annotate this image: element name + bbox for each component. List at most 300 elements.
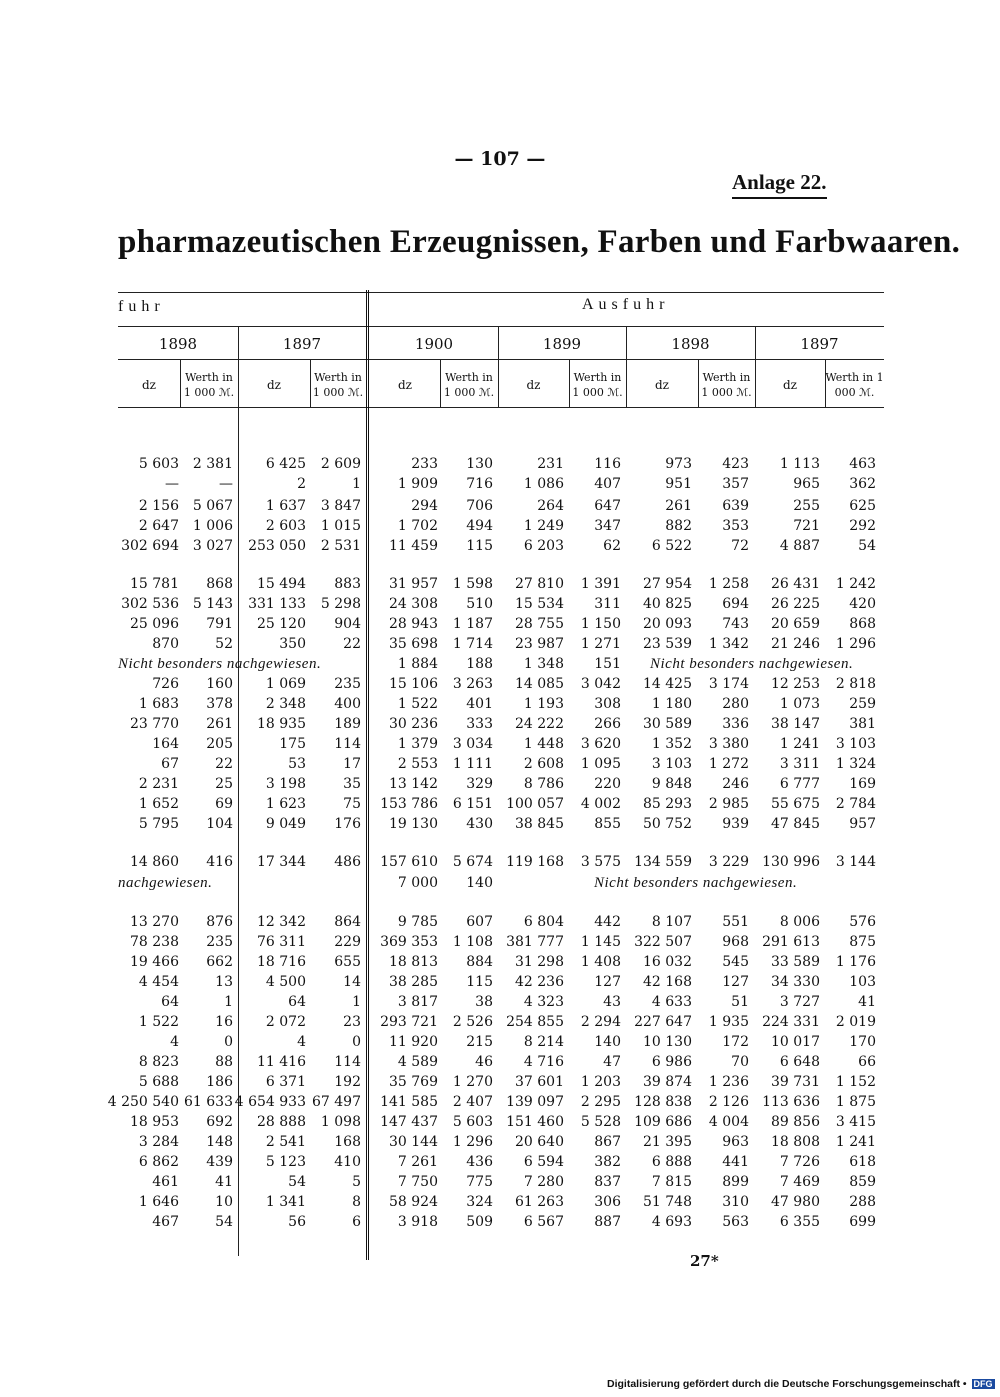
table-cell: 292 xyxy=(849,518,876,534)
table-cell: 253 050 xyxy=(248,538,306,554)
table-cell: 2 647 xyxy=(138,518,179,534)
table-cell: 23 xyxy=(343,1014,361,1030)
table-row xyxy=(0,1072,1000,1092)
table-cell: 2 553 xyxy=(397,756,438,772)
table-cell: 51 748 xyxy=(643,1194,692,1210)
table-cell: 463 xyxy=(849,456,876,472)
table-cell: 1 909 xyxy=(397,476,438,492)
table-row xyxy=(0,1032,1000,1052)
table-cell: 8 823 xyxy=(138,1054,179,1070)
table-cell: 176 xyxy=(334,816,361,832)
table-cell: 618 xyxy=(849,1154,876,1170)
table-cell: 4 693 xyxy=(651,1214,692,1230)
table-cell: 119 168 xyxy=(506,854,564,870)
table-cell: 52 xyxy=(215,636,233,652)
table-cell: 6 151 xyxy=(452,796,493,812)
table-cell: 436 xyxy=(466,1154,493,1170)
table-cell: 726 xyxy=(152,676,179,692)
table-cell: 26 431 xyxy=(771,576,820,592)
table-cell: 1 341 xyxy=(265,1194,306,1210)
table-cell: 1 145 xyxy=(580,934,621,950)
table-cell: 41 xyxy=(858,994,876,1010)
table-cell: 3 042 xyxy=(580,676,621,692)
table-cell: 2 xyxy=(297,476,306,492)
table-cell: 1 015 xyxy=(320,518,361,534)
table-cell: 38 xyxy=(475,994,493,1010)
table-cell: 855 xyxy=(594,816,621,832)
table-cell: 28 888 xyxy=(257,1114,306,1130)
table-cell: 104 xyxy=(206,816,233,832)
table-cell: 25 120 xyxy=(257,616,306,632)
table-cell: 875 xyxy=(849,934,876,950)
table-row xyxy=(0,634,1000,654)
table-cell: 647 xyxy=(594,498,621,514)
table-cell: 6 648 xyxy=(779,1054,820,1070)
table-cell: 2 818 xyxy=(835,676,876,692)
table-cell: 721 xyxy=(793,518,820,534)
table-cell: 5 xyxy=(352,1174,361,1190)
unit-dz: dz xyxy=(266,378,281,392)
table-row xyxy=(0,814,1000,834)
table-cell: 139 097 xyxy=(506,1094,564,1110)
table-cell: 31 298 xyxy=(515,954,564,970)
table-cell: 965 xyxy=(793,476,820,492)
table-cell: 157 610 xyxy=(380,854,438,870)
table-cell: 353 xyxy=(722,518,749,534)
table-cell: 11 459 xyxy=(389,538,438,554)
table-cell: 53 xyxy=(288,756,306,772)
table-cell: 15 106 xyxy=(389,676,438,692)
table-cell: 2 609 xyxy=(320,456,361,472)
table-cell: 7 750 xyxy=(397,1174,438,1190)
table-cell: 329 xyxy=(466,776,493,792)
table-cell: 235 xyxy=(206,934,233,950)
table-cell: 576 xyxy=(849,914,876,930)
table-cell: 1 xyxy=(352,994,361,1010)
table-cell: 322 507 xyxy=(634,934,692,950)
year-header: 1897 xyxy=(800,335,839,353)
table-cell: 9 785 xyxy=(397,914,438,930)
table-cell: 951 xyxy=(665,476,692,492)
table-cell: 510 xyxy=(466,596,493,612)
table-cell: 22 xyxy=(215,756,233,772)
table-cell: 420 xyxy=(849,596,876,612)
table-cell: 25 096 xyxy=(130,616,179,632)
table-cell: 699 xyxy=(849,1214,876,1230)
table-cell: 16 032 xyxy=(643,954,692,970)
table-cell: 884 xyxy=(466,954,493,970)
unit-header-rule xyxy=(118,407,884,408)
table-cell: 3 174 xyxy=(708,676,749,692)
table-cell: 103 xyxy=(849,974,876,990)
table-cell: 38 147 xyxy=(771,716,820,732)
table-cell: 115 xyxy=(466,538,493,554)
table-cell: 2 381 xyxy=(192,456,233,472)
table-cell: 607 xyxy=(466,914,493,930)
table-cell: 151 xyxy=(594,656,621,672)
table-cell: 791 xyxy=(206,616,233,632)
table-cell: 3 103 xyxy=(651,756,692,772)
table-cell: 2 126 xyxy=(708,1094,749,1110)
note-not-reported: Nicht besonders nachgewiesen. xyxy=(650,656,854,672)
appendix-label: Anlage 22. xyxy=(732,170,827,199)
table-cell: 2 531 xyxy=(320,538,361,554)
table-cell: 899 xyxy=(722,1174,749,1190)
table-cell: 333 xyxy=(466,716,493,732)
table-cell: 15 781 xyxy=(130,576,179,592)
table-cell: 1 108 xyxy=(452,934,493,950)
table-cell: 423 xyxy=(722,456,749,472)
table-cell: 2 294 xyxy=(580,1014,621,1030)
table-cell: 127 xyxy=(722,974,749,990)
table-cell: 6 203 xyxy=(523,538,564,554)
table-cell: 70 xyxy=(731,1054,749,1070)
table-cell: 160 xyxy=(206,676,233,692)
table-cell: 62 xyxy=(603,538,621,554)
table-cell: 27 810 xyxy=(515,576,564,592)
table-cell: 545 xyxy=(722,954,749,970)
table-cell: 85 293 xyxy=(643,796,692,812)
table-cell: 381 777 xyxy=(506,934,564,950)
table-row xyxy=(0,496,1000,516)
table-cell: 1 180 xyxy=(651,696,692,712)
table-row xyxy=(0,952,1000,972)
table-cell: 1 193 xyxy=(523,696,564,712)
table-cell: 28 943 xyxy=(389,616,438,632)
table-cell: 1 522 xyxy=(138,1014,179,1030)
table-cell: 89 856 xyxy=(771,1114,820,1130)
table-cell: 6 371 xyxy=(265,1074,306,1090)
signature-mark: 27* xyxy=(690,1252,719,1270)
table-row xyxy=(0,536,1000,556)
table-cell: 231 xyxy=(537,456,564,472)
table-cell: 1 875 xyxy=(835,1094,876,1110)
table-cell: 55 675 xyxy=(771,796,820,812)
table-cell: 302 536 xyxy=(121,596,179,612)
table-cell: 381 xyxy=(849,716,876,732)
table-cell: 69 xyxy=(215,796,233,812)
table-cell: 18 953 xyxy=(130,1114,179,1130)
group-header-rule xyxy=(118,326,884,327)
table-cell: 261 xyxy=(665,498,692,514)
table-cell: 5 298 xyxy=(320,596,361,612)
table-cell: 23 987 xyxy=(515,636,564,652)
table-row xyxy=(0,454,1000,474)
table-cell: 3 575 xyxy=(580,854,621,870)
table-cell: 9 049 xyxy=(265,816,306,832)
table-cell: 310 xyxy=(722,1194,749,1210)
table-cell: 743 xyxy=(722,616,749,632)
table-cell: 134 559 xyxy=(634,854,692,870)
table-row xyxy=(0,1192,1000,1212)
table-cell: 350 xyxy=(279,636,306,652)
table-cell: 4 589 xyxy=(397,1054,438,1070)
table-cell: 1 241 xyxy=(779,736,820,752)
table-cell: 3 229 xyxy=(708,854,749,870)
table-cell: 21 395 xyxy=(643,1134,692,1150)
unit-value: Werth in 1 000 ℳ. xyxy=(825,371,884,399)
table-cell: 1 652 xyxy=(138,796,179,812)
table-row xyxy=(0,694,1000,714)
table-cell: 563 xyxy=(722,1214,749,1230)
table-cell: 3 918 xyxy=(397,1214,438,1230)
table-cell: 294 xyxy=(411,498,438,514)
table-cell: 224 331 xyxy=(762,1014,820,1030)
table-cell: 439 xyxy=(206,1154,233,1170)
table-cell: 430 xyxy=(466,816,493,832)
year-header-rule xyxy=(118,359,884,360)
table-cell: 837 xyxy=(594,1174,621,1190)
table-cell: 8 xyxy=(352,1194,361,1210)
table-cell: 882 xyxy=(665,518,692,534)
table-cell: 1 258 xyxy=(708,576,749,592)
table-cell: 400 xyxy=(334,696,361,712)
table-cell: 64 xyxy=(161,994,179,1010)
table-cell: 30 236 xyxy=(389,716,438,732)
table-cell: 13 xyxy=(215,974,233,990)
table-cell: 6 594 xyxy=(523,1154,564,1170)
table-cell: 3 103 xyxy=(835,736,876,752)
table-cell: 130 996 xyxy=(762,854,820,870)
table-cell: 67 497 xyxy=(312,1094,361,1110)
footer-text: Digitalisierung gefördert durch die Deutsche Forschungsgemeinschaft • xyxy=(607,1378,967,1390)
table-cell: 3 144 xyxy=(835,854,876,870)
table-cell: 306 xyxy=(594,1194,621,1210)
table-cell: 5 143 xyxy=(192,596,233,612)
table-cell: 2 608 xyxy=(523,756,564,772)
table-cell: 14 860 xyxy=(130,854,179,870)
table-cell: 188 xyxy=(466,656,493,672)
table-cell: 189 xyxy=(334,716,361,732)
table-cell: 1 646 xyxy=(138,1194,179,1210)
unit-dz: dz xyxy=(397,378,412,392)
table-cell: 61 633 xyxy=(184,1094,233,1110)
table-cell: 1 637 xyxy=(265,498,306,514)
table-cell: 410 xyxy=(334,1154,361,1170)
table-row xyxy=(0,714,1000,734)
table-cell: 18 716 xyxy=(257,954,306,970)
table-row xyxy=(0,774,1000,794)
page-title: pharmazeutischen Erzeugnissen, Farben und Farbwaaren. xyxy=(118,224,961,260)
table-cell: 6 777 xyxy=(779,776,820,792)
table-cell: 1 352 xyxy=(651,736,692,752)
table-cell: 4 500 xyxy=(265,974,306,990)
table-cell: 10 130 xyxy=(643,1034,692,1050)
table-cell: 509 xyxy=(466,1214,493,1230)
table-cell: 186 xyxy=(206,1074,233,1090)
table-cell: 266 xyxy=(594,716,621,732)
table-cell: 168 xyxy=(334,1134,361,1150)
table-cell: 35 xyxy=(343,776,361,792)
table-cell: 1 271 xyxy=(580,636,621,652)
table-cell: 11 416 xyxy=(257,1054,306,1070)
table-cell: 5 067 xyxy=(192,498,233,514)
table-cell: 164 xyxy=(152,736,179,752)
table-cell: 1 095 xyxy=(580,756,621,772)
table-cell: 100 057 xyxy=(506,796,564,812)
table-cell: 34 330 xyxy=(771,974,820,990)
table-cell: 324 xyxy=(466,1194,493,1210)
table-cell: 2 985 xyxy=(708,796,749,812)
table-row xyxy=(0,1012,1000,1032)
table-cell: 255 xyxy=(793,498,820,514)
table-cell: 31 957 xyxy=(389,576,438,592)
table-cell: 2 231 xyxy=(138,776,179,792)
table-cell: 280 xyxy=(722,696,749,712)
table-cell: 639 xyxy=(722,498,749,514)
table-cell: 5 674 xyxy=(452,854,493,870)
table-cell: 1 884 xyxy=(397,656,438,672)
table-cell: 4 633 xyxy=(651,994,692,1010)
ausfuhr-label: Ausfuhr xyxy=(582,296,670,313)
table-cell: 3 027 xyxy=(192,538,233,554)
table-cell: 38 845 xyxy=(515,816,564,832)
table-row xyxy=(0,932,1000,952)
table-cell: 42 236 xyxy=(515,974,564,990)
table-cell: 1 086 xyxy=(523,476,564,492)
table-cell: 1 069 xyxy=(265,676,306,692)
table-cell: 876 xyxy=(206,914,233,930)
digitization-footer xyxy=(607,1378,995,1390)
table-cell: 1 324 xyxy=(835,756,876,772)
table-cell: 6 804 xyxy=(523,914,564,930)
table-cell: 42 168 xyxy=(643,974,692,990)
table-cell: 1 150 xyxy=(580,616,621,632)
table-cell: 441 xyxy=(722,1154,749,1170)
table-cell: 10 xyxy=(215,1194,233,1210)
table-cell: 416 xyxy=(206,854,233,870)
table-cell: 7 000 xyxy=(397,875,438,891)
table-cell: 50 752 xyxy=(643,816,692,832)
table-cell: 140 xyxy=(466,875,493,891)
table-cell: 1 098 xyxy=(320,1114,361,1130)
table-cell: 5 528 xyxy=(580,1114,621,1130)
unit-value: Werth in 1 000 ℳ. xyxy=(183,371,235,399)
table-cell: 15 494 xyxy=(257,576,306,592)
table-cell: 39 874 xyxy=(643,1074,692,1090)
table-cell: 175 xyxy=(279,736,306,752)
table-cell: 401 xyxy=(466,696,493,712)
note-not-reported: Nicht besonders nachgewiesen. xyxy=(594,875,798,891)
table-cell: 2 603 xyxy=(265,518,306,534)
table-cell: 76 311 xyxy=(257,934,306,950)
table-cell: 37 601 xyxy=(515,1074,564,1090)
table-cell: 3 727 xyxy=(779,994,820,1010)
table-cell: 7 280 xyxy=(523,1174,564,1190)
table-cell: 1 272 xyxy=(708,756,749,772)
table-cell: 3 034 xyxy=(452,736,493,752)
table-cell: 229 xyxy=(334,934,361,950)
table-cell: 2 784 xyxy=(835,796,876,812)
table-cell: 128 838 xyxy=(634,1094,692,1110)
table-cell: 1 113 xyxy=(779,456,820,472)
table-cell: 1 073 xyxy=(779,696,820,712)
table-cell: 113 636 xyxy=(762,1094,820,1110)
table-cell: 0 xyxy=(352,1034,361,1050)
table-cell: 407 xyxy=(594,476,621,492)
table-cell: 22 xyxy=(343,636,361,652)
table-cell: 14 xyxy=(343,974,361,990)
table-cell: 215 xyxy=(466,1034,493,1050)
table-row xyxy=(0,852,1000,872)
table-cell: 3 415 xyxy=(835,1114,876,1130)
year-header: 1897 xyxy=(282,335,322,353)
table-row xyxy=(0,912,1000,932)
unit-value: Werth in 1 000 ℳ. xyxy=(443,371,495,399)
table-cell: 1 241 xyxy=(835,1134,876,1150)
table-cell: 1 598 xyxy=(452,576,493,592)
einfuhr-label: fuhr xyxy=(118,298,165,315)
table-cell: 27 954 xyxy=(643,576,692,592)
table-row xyxy=(0,1112,1000,1132)
table-cell: 43 xyxy=(603,994,621,1010)
table-cell: 0 xyxy=(224,1034,233,1050)
unit-dz: dz xyxy=(526,378,541,392)
table-row xyxy=(0,1052,1000,1072)
table-cell: 88 xyxy=(215,1054,233,1070)
table-cell: 336 xyxy=(722,716,749,732)
table-cell: 30 144 xyxy=(389,1134,438,1150)
table-cell: 859 xyxy=(849,1174,876,1190)
table-cell: 486 xyxy=(334,854,361,870)
table-cell: 5 688 xyxy=(138,1074,179,1090)
table-cell: 3 198 xyxy=(265,776,306,792)
table-cell: 220 xyxy=(594,776,621,792)
table-cell: 64 xyxy=(288,994,306,1010)
table-row xyxy=(0,1152,1000,1172)
table-cell: 75 xyxy=(343,796,361,812)
table-cell: 39 731 xyxy=(771,1074,820,1090)
table-cell: 21 246 xyxy=(771,636,820,652)
table-cell: 11 920 xyxy=(389,1034,438,1050)
table-cell: 382 xyxy=(594,1154,621,1170)
table-cell: 20 093 xyxy=(643,616,692,632)
table-cell: 3 263 xyxy=(452,676,493,692)
table-cell: 968 xyxy=(722,934,749,950)
table-cell: 9 848 xyxy=(651,776,692,792)
unit-value: Werth in 1 000 ℳ. xyxy=(312,371,364,399)
table-cell: 957 xyxy=(849,816,876,832)
table-cell: 254 855 xyxy=(506,1014,564,1030)
table-cell: 24 308 xyxy=(389,596,438,612)
table-cell: 109 686 xyxy=(634,1114,692,1130)
table-row xyxy=(0,1212,1000,1232)
table-row xyxy=(0,992,1000,1012)
table-row xyxy=(0,614,1000,634)
table-cell: 18 808 xyxy=(771,1134,820,1150)
table-cell: 288 xyxy=(849,1194,876,1210)
table-cell: 1 203 xyxy=(580,1074,621,1090)
table-cell: 868 xyxy=(849,616,876,632)
table-cell: 20 659 xyxy=(771,616,820,632)
table-cell: 58 924 xyxy=(389,1194,438,1210)
table-cell: 904 xyxy=(334,616,361,632)
table-cell: 6 986 xyxy=(651,1054,692,1070)
table-cell: 192 xyxy=(334,1074,361,1090)
table-cell: 18 813 xyxy=(389,954,438,970)
table-cell: 130 xyxy=(466,456,493,472)
table-cell: 291 613 xyxy=(762,934,820,950)
table-cell: 1 408 xyxy=(580,954,621,970)
table-cell: 775 xyxy=(466,1174,493,1190)
table-cell: 1 152 xyxy=(835,1074,876,1090)
table-cell: 3 847 xyxy=(320,498,361,514)
table-cell: 311 xyxy=(594,596,621,612)
table-cell: 115 xyxy=(466,974,493,990)
table-cell: 8 006 xyxy=(779,914,820,930)
unit-dz: dz xyxy=(141,378,156,392)
table-cell: 47 845 xyxy=(771,816,820,832)
